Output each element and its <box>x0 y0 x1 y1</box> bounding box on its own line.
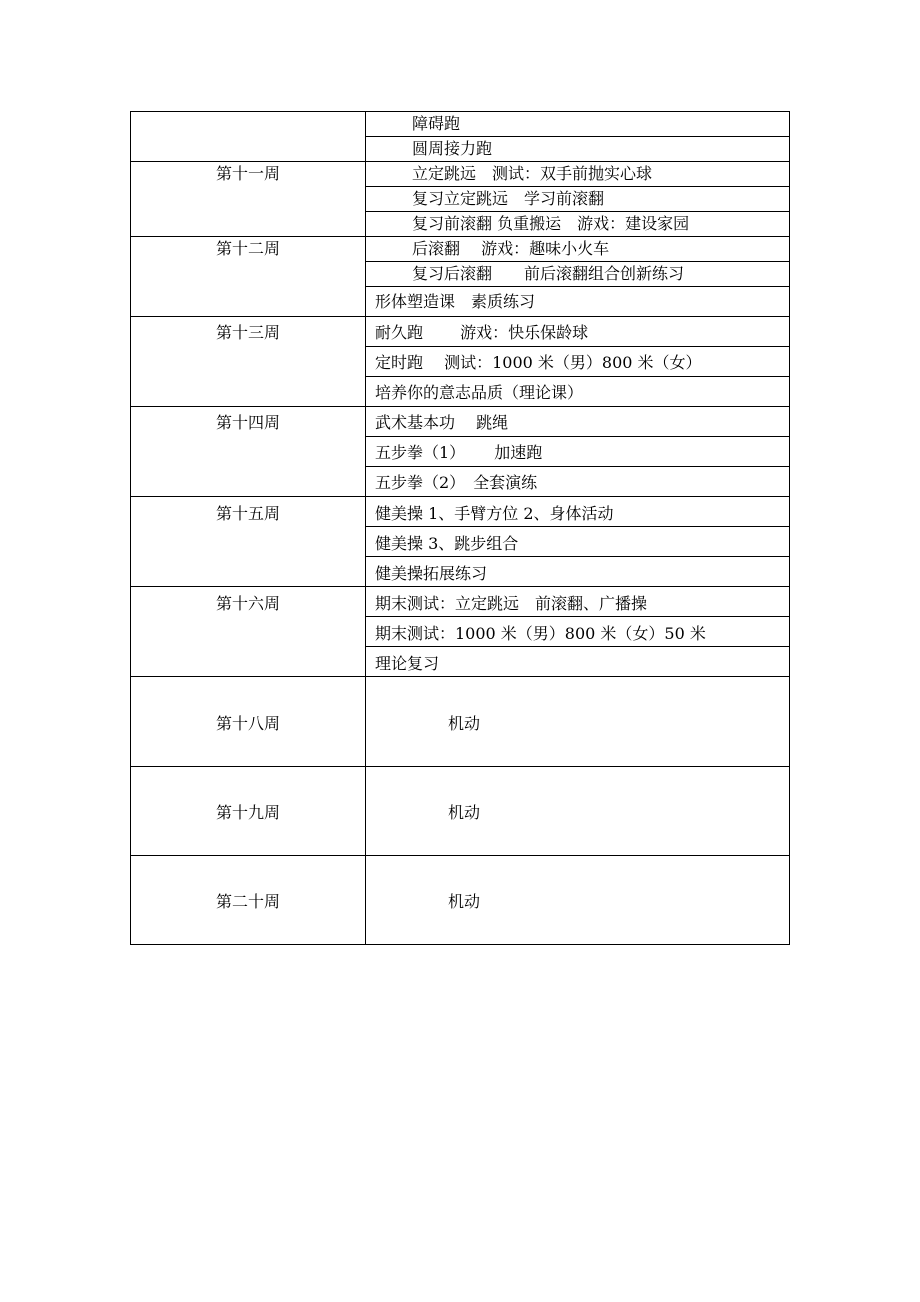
row-divider <box>131 676 789 677</box>
activity-text: 复习立定跳远 学习前滚翻 <box>412 189 605 208</box>
week-label: 第十二周 <box>215 239 280 258</box>
row-divider <box>366 261 789 262</box>
activity-text: 健美操拓展练习 <box>375 564 488 583</box>
row-divider <box>131 766 789 767</box>
activity-text: 机动 <box>448 803 481 822</box>
activity-text: 机动 <box>448 714 481 733</box>
week-label: 第二十周 <box>215 892 280 911</box>
row-divider <box>131 406 789 407</box>
row-divider <box>366 346 789 347</box>
row-divider <box>366 286 789 287</box>
row-divider <box>131 161 789 162</box>
activity-text: 健美操 1、手臂方位 2、身体活动 <box>375 504 614 523</box>
row-divider <box>366 376 789 377</box>
row-divider <box>366 526 789 527</box>
row-divider <box>131 855 789 856</box>
row-divider <box>366 186 789 187</box>
week-label: 第十四周 <box>215 413 280 432</box>
row-divider <box>366 211 789 212</box>
activity-text: 期末测试：立定跳远 前滚翻、广播操 <box>375 594 648 613</box>
row-divider <box>131 236 789 237</box>
activity-text: 耐久跑 游戏：快乐保龄球 <box>375 323 589 342</box>
activity-text: 障碍跑 <box>412 114 461 133</box>
row-divider <box>131 316 789 317</box>
activity-text: 后滚翻 游戏：趣味小火车 <box>412 239 610 258</box>
activity-text: 定时跑 测试：1000 米（男）800 米（女） <box>375 353 702 372</box>
schedule-table <box>130 111 790 945</box>
activity-text: 武术基本功 跳绳 <box>375 413 509 432</box>
activity-text: 健美操 3、跳步组合 <box>375 534 519 553</box>
row-divider <box>131 586 789 587</box>
row-divider <box>366 616 789 617</box>
activity-text: 期末测试：1000 米（男）800 米（女）50 米 <box>375 624 706 643</box>
activity-text: 形体塑造课 素质练习 <box>375 292 536 311</box>
row-divider <box>366 466 789 467</box>
week-label: 第十五周 <box>215 504 280 523</box>
week-label: 第十八周 <box>215 714 280 733</box>
week-label: 第十九周 <box>215 803 280 822</box>
activity-text: 复习前滚翻 负重搬运 游戏：建设家园 <box>412 214 690 233</box>
week-label: 第十六周 <box>215 594 280 613</box>
activity-text: 立定跳远 测试：双手前抛实心球 <box>412 164 653 183</box>
activity-text: 五步拳（2） 全套演练 <box>375 473 538 492</box>
row-divider <box>366 646 789 647</box>
activity-text: 理论复习 <box>375 654 440 673</box>
activity-text: 复习后滚翻 前后滚翻组合创新练习 <box>412 264 685 283</box>
activity-text: 机动 <box>448 892 481 911</box>
row-divider <box>366 436 789 437</box>
week-label: 第十一周 <box>215 164 280 183</box>
row-divider <box>366 556 789 557</box>
row-divider <box>131 496 789 497</box>
activity-text: 五步拳（1） 加速跑 <box>375 443 543 462</box>
row-divider <box>366 136 789 137</box>
week-label: 第十三周 <box>215 323 280 342</box>
activity-text: 培养你的意志品质（理论课） <box>375 383 584 402</box>
activity-text: 圆周接力跑 <box>412 139 493 158</box>
